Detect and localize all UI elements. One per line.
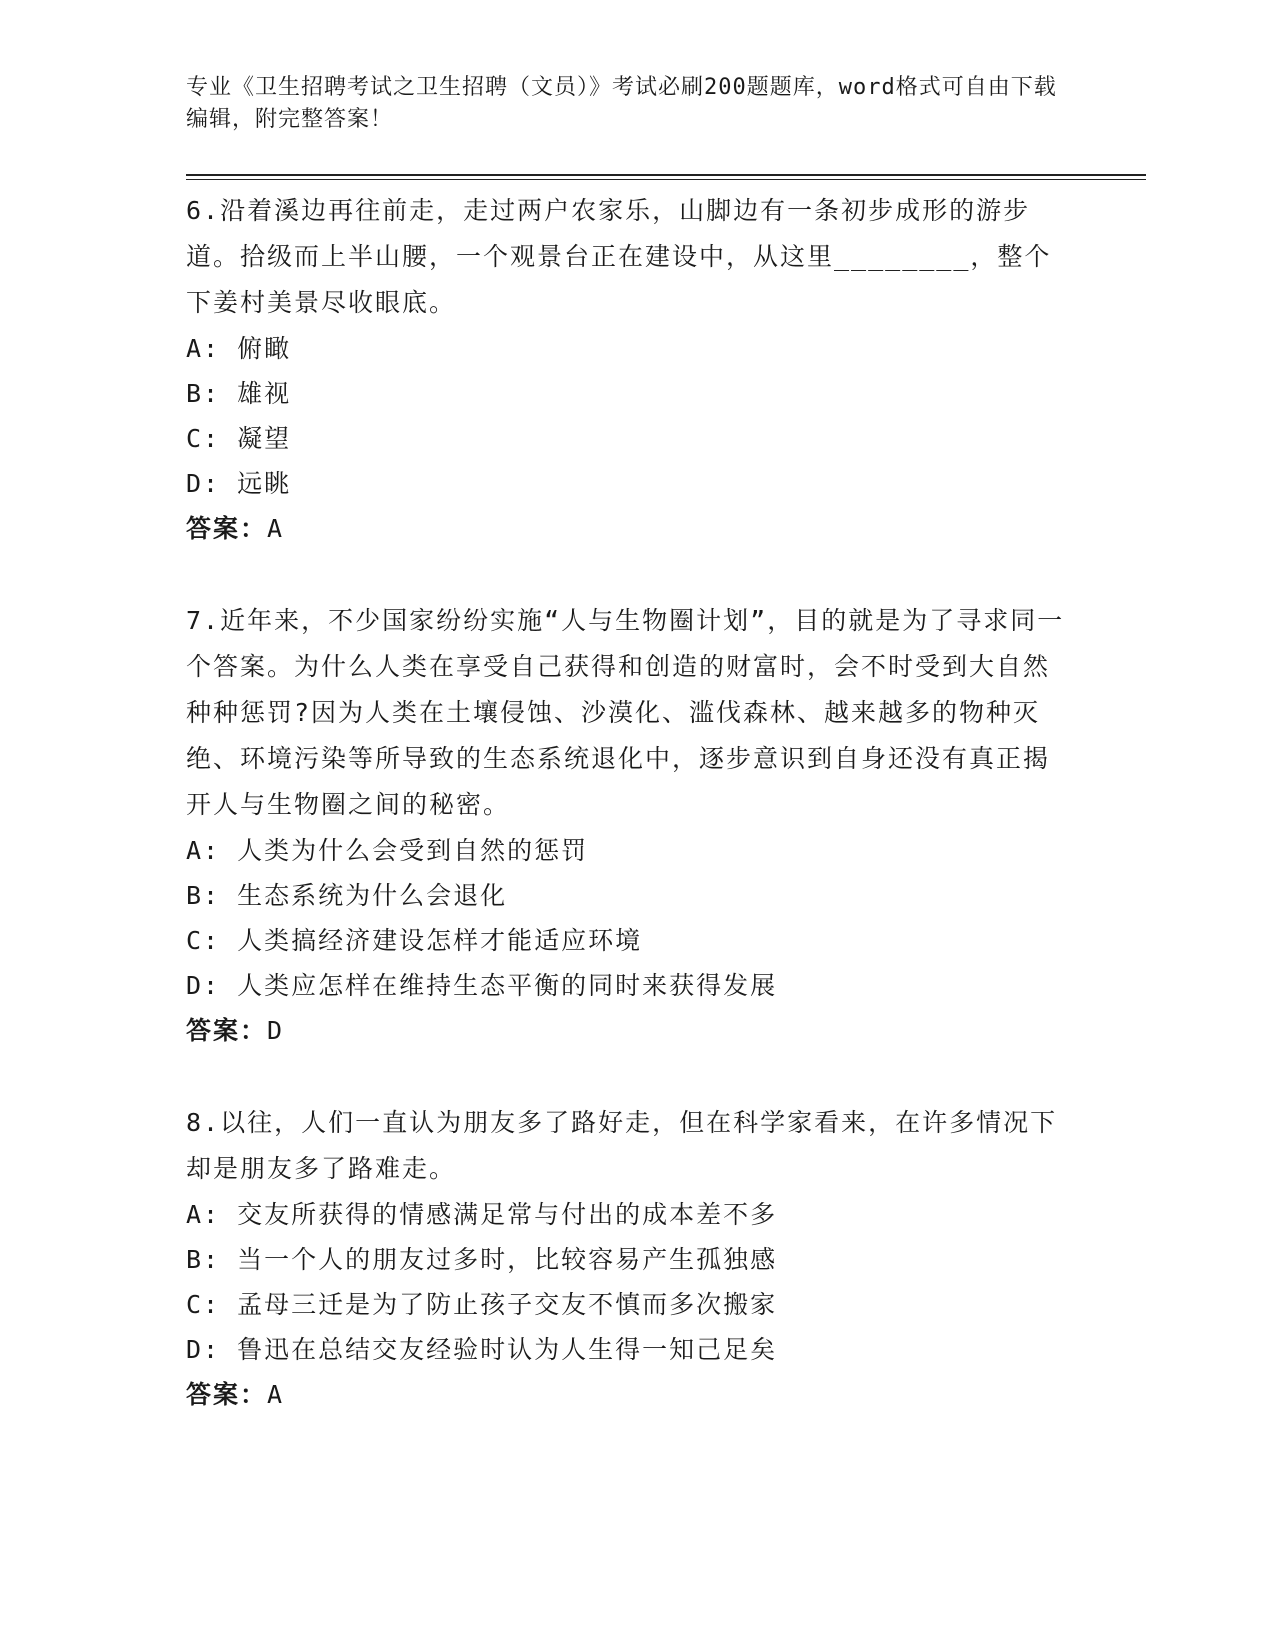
option-c: C: 人类搞经济建设怎样才能适应环境 [186,926,643,955]
question-text: 6.沿着溪边再往前走，走过两户农家乐，山脚边有一条初步成形的游步道。拾级而上半山腰，一个观景台正在建设中，从这里________，整个下姜村美景尽收眼底。 [186,196,1052,317]
question-8 [186,1100,1146,1418]
document-page [186,72,1146,1418]
header-divider [186,174,1146,180]
option-c: C: 凝望 [186,424,292,453]
option-d: D: 远眺 [186,469,292,498]
option-b: B: 当一个人的朋友过多时，比较容易产生孤独感 [186,1245,778,1274]
question-7 [186,598,1146,1054]
option-d: D: 人类应怎样在维持生态平衡的同时来获得发展 [186,971,778,1000]
answer-label: 答案： [186,1380,268,1409]
option-a: A: 人类为什么会受到自然的惩罚 [186,836,589,865]
question-text: 7.近年来，不少国家纷纷实施“人与生物圈计划”，目的就是为了寻求同一个答案。为什么人类在享受自己获得和创造的财富时，会不时受到大自然种种惩罚?因为人类在土壤侵蚀、沙漠化、滥伐森林、越来越多的物种灭绝、环境污染等所导致的生态系统退化中，逐步意识到自身还没有真正揭开人与生物圈之间的秘密。 [186,606,1065,819]
answer-label: 答案： [186,1016,268,1045]
option-b: B: 生态系统为什么会退化 [186,881,508,910]
option-b: B: 雄视 [186,379,292,408]
question-text: 8.以往，人们一直认为朋友多了路好走，但在科学家看来，在许多情况下却是朋友多了路难走。 [186,1108,1058,1183]
answer-label: 答案： [186,514,268,543]
answer-line [186,506,1146,552]
answer-value: A [267,514,285,543]
answer-line [186,1008,1146,1054]
answer-value: A [267,1380,285,1409]
answer-line [186,1372,1146,1418]
option-a: A: 俯瞰 [186,334,292,363]
answer-value: D [267,1016,285,1045]
question-6 [186,188,1146,552]
option-a: A: 交友所获得的情感满足常与付出的成本差不多 [186,1200,778,1229]
option-c: C: 孟母三迁是为了防止孩子交友不慎而多次搬家 [186,1290,778,1319]
option-d: D: 鲁迅在总结交友经验时认为人生得一知己足矣 [186,1335,778,1364]
document-header: 专业《卫生招聘考试之卫生招聘（文员）》考试必刷200题题库，word格式可自由下载编辑，附完整答案！ [186,75,1057,132]
